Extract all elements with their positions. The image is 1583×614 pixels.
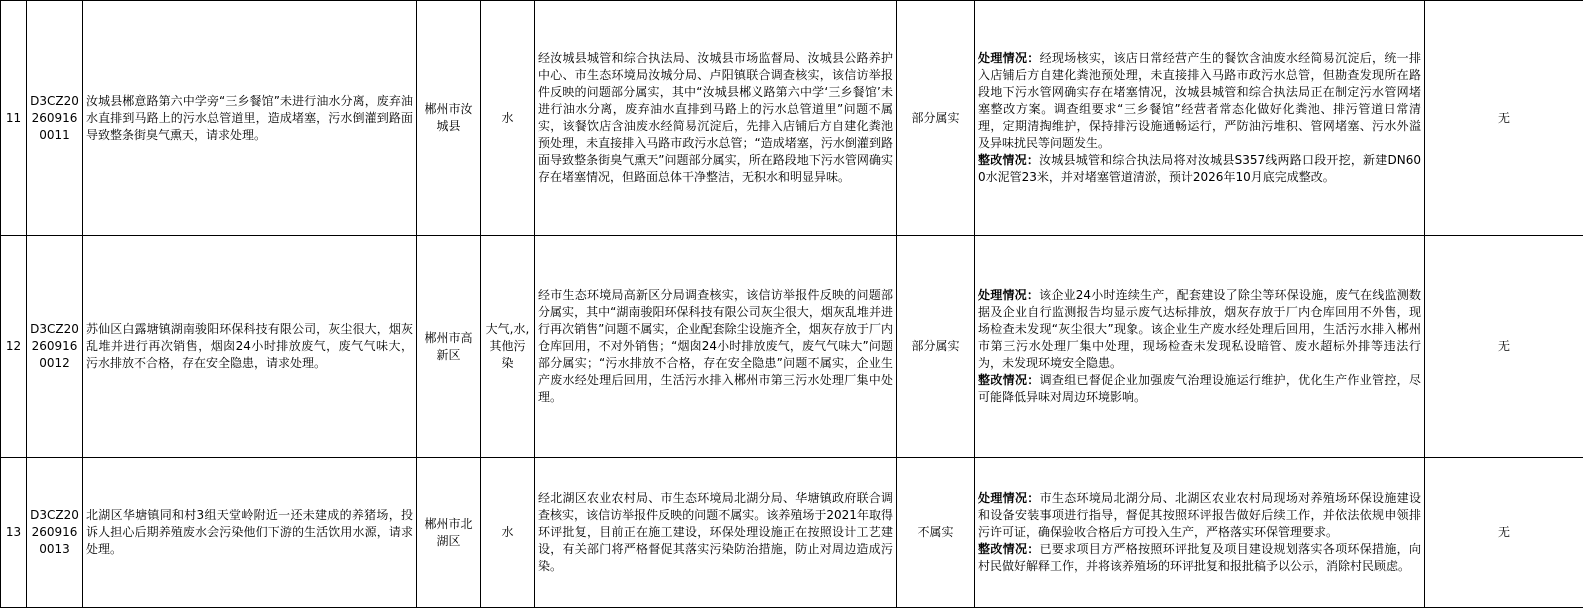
row-code: D3CZ20260916 0012 xyxy=(27,236,83,458)
rectify-paragraph xyxy=(978,152,1421,186)
row-accountability: 无 xyxy=(1425,1,1583,236)
handling-label: 处理情况： xyxy=(978,288,1040,302)
row-complaint: 北湖区华塘镇同和村3组天堂岭附近一还未建成的养猪场，投诉人担心后期养殖废水会污染他们下游的生活饮用水源，请求处理。 xyxy=(83,458,417,608)
row-investigation: 经北湖区农业农村局、市生态环境局北湖分局、华塘镇政府联合调查核实，该信访举报件反映的问题不属实。该养殖场于2021年取得环评批复，目前正在施工建设，环保处理设施正在按照设计工艺建设，有关部门将严格督促其落实污染防治措施，防止对周边造成污染。 xyxy=(535,458,897,608)
row-complaint: 苏仙区白露塘镇湖南骏阳环保科技有限公司，灰尘很大，烟灰乱堆并进行再次销售，烟囱24小时排放废气，废气气味大，污水排放不合格，存在安全隐患，请求处理。 xyxy=(83,236,417,458)
row-seq: 12 xyxy=(1,236,27,458)
row-verdict: 不属实 xyxy=(897,458,975,608)
row-type: 水 xyxy=(481,1,535,236)
row-verdict: 部分属实 xyxy=(897,1,975,236)
table-row xyxy=(1,1,1583,236)
row-region: 郴州市汝城县 xyxy=(417,1,481,236)
rectify-label: 整改情况： xyxy=(978,542,1040,556)
rectify-text: 已要求项目方严格按照环评批复及项目建设规划落实各项环保措施，向村民做好解释工作，并将该养殖场的环评批复和报批稿予以公示，消除村民顾虑。 xyxy=(978,542,1421,573)
row-accountability: 无 xyxy=(1425,458,1583,608)
row-seq: 13 xyxy=(1,458,27,608)
row-investigation: 经汝城县城管和综合执法局、汝城县市场监督局、汝城县公路养护中心、市生态环境局汝城分局、卢阳镇联合调查核实，该信访举报件反映的问题部分属实，其中“汝城县郴义路第六中学‘三乡餐馆’未进行油水分离，废弃油水直排到马路上的污水总管道里”问题不属实，该餐饮店含油废水经简易沉淀后，先排入店铺后方自建化粪池预处理，未直接排入马路市政污水总管；“造成堵塞，污水倒灌到路面导致整条街臭气熏天”问题部分属实，所在路段地下污水管网确实存在堵塞情况，但路面总体干净整洁，无积水和明显异味。 xyxy=(535,1,897,236)
row-region: 郴州市北湖区 xyxy=(417,458,481,608)
row-verdict: 部分属实 xyxy=(897,236,975,458)
row-accountability: 无 xyxy=(1425,236,1583,458)
row-code: D3CZ20260916 0011 xyxy=(27,1,83,236)
rectify-paragraph xyxy=(978,372,1421,406)
row-region: 郴州市高新区 xyxy=(417,236,481,458)
rectify-label: 整改情况： xyxy=(978,373,1040,387)
handling-paragraph xyxy=(978,287,1421,372)
rectify-label: 整改情况： xyxy=(978,153,1040,167)
row-type: 大气,水,其他污染 xyxy=(481,236,535,458)
table-row xyxy=(1,236,1583,458)
handling-text: 市生态环境局北湖分局、北湖区农业农村局现场对养殖场环保设施建设和设备安装事项进行指导，督促其按照环评报告做好后续工作，并依法依规申领排污许可证，确保验收合格后方可投入生产，严格落实环保管理要求。 xyxy=(978,491,1421,539)
handling-text: 该企业24小时连续生产，配套建设了除尘等环保设施，废气在线监测数据及企业自行监测报告均显示废气达标排放，烟灰存放于厂内仓库回用不外售，现场检查未发现“灰尘很大”现象。该企业生产废水经处理后回用，生活污水排入郴州市第三污水处理厂集中处理，现场检查未发现私设暗管、废水超标外排等违法行为，未发现环境安全隐患。 xyxy=(978,288,1421,370)
rectify-text: 汝城县城管和综合执法局将对汝城县S357线两路口段开挖，新建DN600水泥管23米，并对堵塞管道清淤，预计2026年10月底完成整改。 xyxy=(978,153,1421,184)
handling-label: 处理情况： xyxy=(978,51,1040,65)
row-complaint: 汝城县郴意路第六中学旁“三乡餐馆”未进行油水分离，废弃油水直排到马路上的污水总管道里，造成堵塞，污水倒灌到路面导致整条街臭气熏天，请求处理。 xyxy=(83,1,417,236)
rectify-paragraph xyxy=(978,541,1421,575)
row-measures xyxy=(975,458,1425,608)
table-row xyxy=(1,458,1583,608)
row-code: D3CZ20260916 0013 xyxy=(27,458,83,608)
handling-text: 经现场核实，该店日常经营产生的餐饮含油废水经简易沉淀后，统一排入店铺后方自建化粪池预处理，未直接排入马路市政污水总管，但勘查发现所在路段地下污水管网确实存在堵塞情况，汝城县城管和综合执法局正在制定污水管网堵塞整改方案。调查组要求“三乡餐馆”经营者常态化做好化粪池、排污管道日常清理，定期清掏维护，保持排污设施通畅运行，严防油污堆积、管网堵塞、污水外溢及异味扰民等问题发生。 xyxy=(978,51,1421,150)
row-investigation: 经市生态环境局高新区分局调查核实，该信访举报件反映的问题部分属实，其中“湖南骏阳环保科技有限公司灰尘很大，烟灰乱堆并进行再次销售”问题不属实，企业配套除尘设施齐全，烟灰存放于厂内仓库回用，不对外销售；“烟囱24小时排放废气，废气气味大”问题部分属实；“污水排放不合格，存在安全隐患”问题不属实，企业生产废水经处理后回用，生活污水排入郴州市第三污水处理厂集中处理。 xyxy=(535,236,897,458)
row-seq: 11 xyxy=(1,1,27,236)
handling-paragraph xyxy=(978,490,1421,541)
row-measures xyxy=(975,236,1425,458)
handling-label: 处理情况： xyxy=(978,491,1040,505)
row-type: 水 xyxy=(481,458,535,608)
rectify-text: 调查组已督促企业加强废气治理设施运行维护，优化生产作业管控，尽可能降低异味对周边环境影响。 xyxy=(978,373,1421,404)
handling-paragraph xyxy=(978,50,1421,152)
row-measures xyxy=(975,1,1425,236)
